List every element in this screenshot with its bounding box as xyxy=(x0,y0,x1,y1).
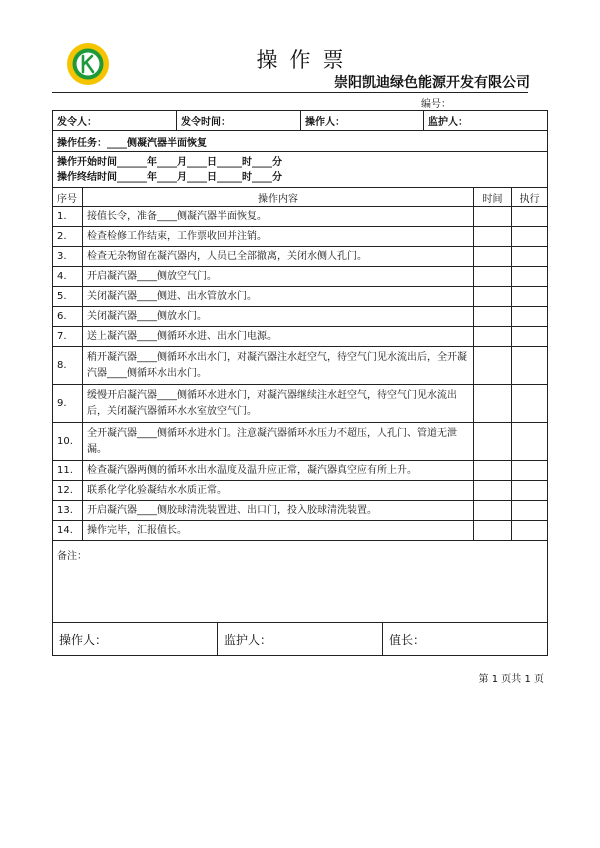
step-time-cell[interactable] xyxy=(474,287,512,306)
table-row xyxy=(53,247,547,267)
table-row xyxy=(53,347,547,385)
step-number: 3. xyxy=(53,247,83,266)
company-name: 崇阳凯迪绿色能源开发有限公司 xyxy=(334,75,530,91)
start-time-field[interactable]: 操作开始时间______年____月____日_____时____分 xyxy=(57,156,282,168)
step-exec-cell[interactable] xyxy=(512,461,547,480)
table-row xyxy=(53,461,547,481)
step-number: 14. xyxy=(53,521,83,540)
step-time-cell[interactable] xyxy=(474,267,512,286)
step-exec-cell[interactable] xyxy=(512,307,547,326)
column-header-content: 操作内容 xyxy=(83,188,474,206)
step-text: 检查无杂物留在凝汽器内，人员已全部撤离，关闭水侧人孔门。 xyxy=(83,247,474,266)
step-time-cell[interactable] xyxy=(474,307,512,326)
issuer-field[interactable]: 发令人： xyxy=(53,111,177,130)
step-text: 操作完毕，汇报值长。 xyxy=(83,521,474,540)
table-row xyxy=(53,307,547,327)
signature-shift-leader[interactable]: 值长： xyxy=(389,632,426,647)
step-text: 开启凝汽器____侧放空气门。 xyxy=(83,267,474,286)
step-text: 送上凝汽器____侧循环水进、出水门电源。 xyxy=(83,327,474,346)
step-exec-cell[interactable] xyxy=(512,247,547,266)
step-exec-cell[interactable] xyxy=(512,481,547,500)
step-exec-cell[interactable] xyxy=(512,327,547,346)
column-header-no: 序号 xyxy=(53,188,83,206)
step-time-cell[interactable] xyxy=(474,481,512,500)
table-row xyxy=(53,287,547,307)
operator-field[interactable]: 操作人： xyxy=(301,111,424,130)
step-time-cell[interactable] xyxy=(474,501,512,520)
step-number: 8. xyxy=(53,347,83,384)
table-row xyxy=(53,521,547,541)
step-number: 6. xyxy=(53,307,83,326)
operation-ticket-table xyxy=(52,110,548,656)
step-text: 检查凝汽器两侧的循环水出水温度及温升应正常，凝汽器真空应有所上升。 xyxy=(83,461,474,480)
signature-operator[interactable]: 操作人： xyxy=(53,623,218,655)
step-exec-cell[interactable] xyxy=(512,267,547,286)
supervisor-field[interactable]: 监护人： xyxy=(428,117,468,128)
times-cell xyxy=(53,152,547,187)
step-number: 9. xyxy=(53,385,83,422)
step-exec-cell[interactable] xyxy=(512,287,547,306)
column-header-exec: 执行 xyxy=(519,193,540,205)
table-row xyxy=(53,385,547,423)
step-exec-cell[interactable] xyxy=(512,227,547,246)
step-time-cell[interactable] xyxy=(474,207,512,226)
step-time-cell[interactable] xyxy=(474,385,512,422)
step-number: 13. xyxy=(53,501,83,520)
step-exec-cell[interactable] xyxy=(512,423,547,460)
step-number: 4. xyxy=(53,267,83,286)
end-time-field[interactable]: 操作终结时间______年____月____日_____时____分 xyxy=(57,171,282,183)
step-exec-cell[interactable] xyxy=(512,521,547,540)
header-rule xyxy=(52,92,528,93)
step-number: 2. xyxy=(53,227,83,246)
step-text: 稍开凝汽器____侧循环水出水门，对凝汽器注水赶空气，待空气门见水流出后，全开凝汽器____侧循环水出水门。 xyxy=(83,347,474,384)
step-text: 接值长令，准备____侧凝汽器半面恢复。 xyxy=(83,207,474,226)
column-header-time: 时间 xyxy=(474,188,512,206)
table-row xyxy=(53,227,547,247)
step-time-cell[interactable] xyxy=(474,521,512,540)
step-time-cell[interactable] xyxy=(474,347,512,384)
issue-time-field[interactable]: 发令时间： xyxy=(177,111,301,130)
times-row xyxy=(53,152,547,188)
step-text: 关闭凝汽器____侧放水门。 xyxy=(83,307,474,326)
serial-number-label: 编号： xyxy=(421,99,451,110)
step-time-cell[interactable] xyxy=(474,423,512,460)
step-number: 7. xyxy=(53,327,83,346)
step-time-cell[interactable] xyxy=(474,247,512,266)
step-text: 检查检修工作结束，工作票收回并注销。 xyxy=(83,227,474,246)
step-number: 1. xyxy=(53,207,83,226)
table-row xyxy=(53,327,547,347)
step-text: 关闭凝汽器____侧进、出水管放水门。 xyxy=(83,287,474,306)
task-field[interactable]: 操作任务：____侧凝汽器半面恢复 xyxy=(57,137,207,149)
step-exec-cell[interactable] xyxy=(512,347,547,384)
step-number: 5. xyxy=(53,287,83,306)
column-header-row xyxy=(53,188,547,207)
step-text: 开启凝汽器____侧胶球清洗装置进、出口门，投入胶球清洗装置。 xyxy=(83,501,474,520)
page-indicator: 第 1 页共 1 页 xyxy=(478,674,544,685)
table-row xyxy=(53,423,547,461)
step-text: 全开凝汽器____侧循环水进水门。注意凝汽器循环水压力不超压，人孔门、管道无泄漏。 xyxy=(83,423,474,460)
remarks-field[interactable]: 备注： xyxy=(57,551,87,562)
step-number: 12. xyxy=(53,481,83,500)
table-row xyxy=(53,501,547,521)
step-exec-cell[interactable] xyxy=(512,207,547,226)
step-time-cell[interactable] xyxy=(474,327,512,346)
table-row xyxy=(53,481,547,501)
step-exec-cell[interactable] xyxy=(512,385,547,422)
step-exec-cell[interactable] xyxy=(512,501,547,520)
signature-supervisor[interactable]: 监护人： xyxy=(218,623,383,655)
table-row xyxy=(53,207,547,227)
task-row xyxy=(53,131,547,152)
step-text: 联系化学化验凝结水水质正常。 xyxy=(83,481,474,500)
document-title: 操作票 xyxy=(256,48,356,72)
step-time-cell[interactable] xyxy=(474,227,512,246)
remarks-row xyxy=(53,541,547,623)
step-text: 缓慢开启凝汽器____侧循环水进水门，对凝汽器继续注水赶空气，待空气门见水流出后，关闭凝汽器循环水水室放空气门。 xyxy=(83,385,474,422)
signature-row xyxy=(53,623,547,655)
info-row xyxy=(53,111,547,131)
step-number: 10. xyxy=(53,423,83,460)
step-number: 11. xyxy=(53,461,83,480)
step-time-cell[interactable] xyxy=(474,461,512,480)
table-row xyxy=(53,267,547,287)
